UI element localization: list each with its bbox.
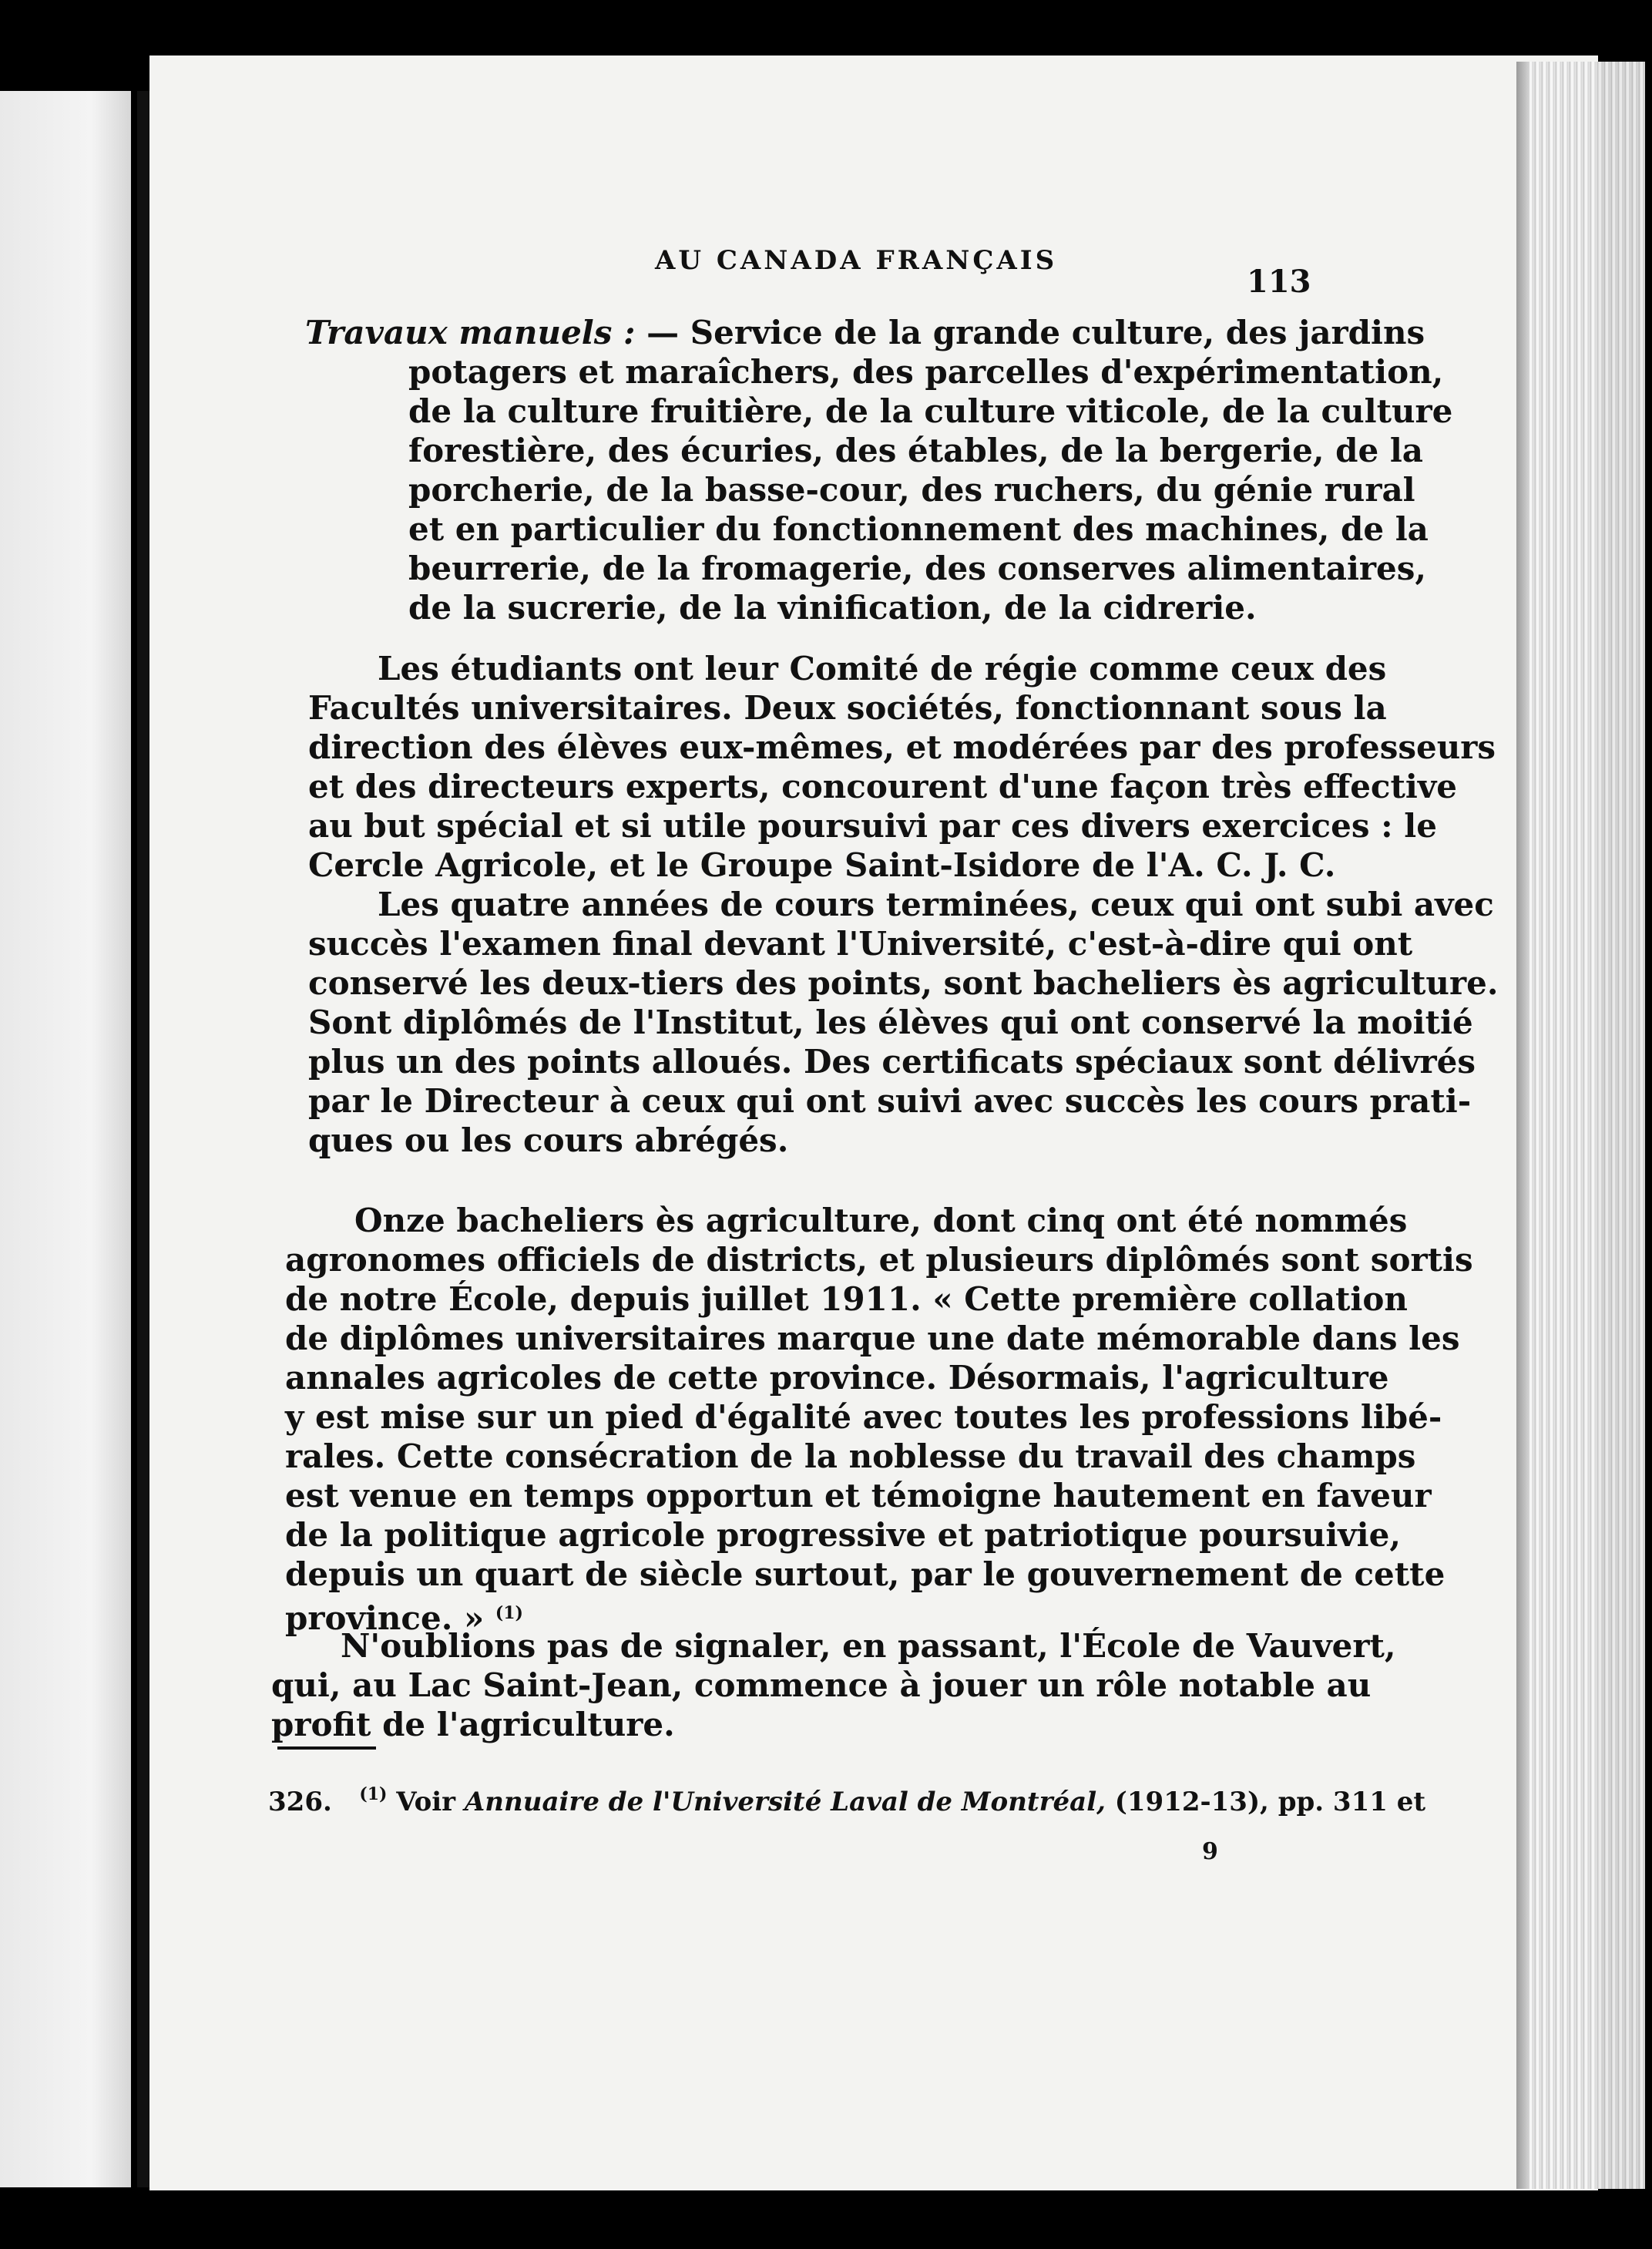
- page-stack-edge: [1529, 62, 1645, 2189]
- text-line: par le Directeur à ceux qui ont suivi avec succès les cours prati-: [308, 1082, 1472, 1120]
- text-line: agronomes officiels de districts, et plusieurs diplômés sont sortis: [285, 1241, 1473, 1279]
- text-line: Les étudiants ont leur Comité de régie comme ceux des: [378, 650, 1387, 687]
- paragraph-etudiants: [308, 649, 1499, 1160]
- book-gutter: [137, 91, 149, 2187]
- running-head: AU CANADA FRANÇAIS: [655, 245, 1058, 276]
- sheet-marker: 326.: [268, 1787, 332, 1817]
- text-line: Facultés universitaires. Deux sociétés, fonctionnant sous la: [308, 689, 1387, 727]
- text-line: N'oublions pas de signaler, en passant, l'École de Vauvert,: [341, 1627, 1396, 1665]
- paragraph-travaux-manuels: [305, 313, 1453, 627]
- text-line: est venue en temps opportun et témoigne hautement en faveur: [285, 1477, 1432, 1514]
- text-line: forestière, des écuries, des étables, de la bergerie, de la: [408, 432, 1423, 469]
- text-line: de la sucrerie, de la vinification, de la cidrerie.: [408, 589, 1257, 627]
- text-line: et en particulier du fonctionnement des machines, de la: [408, 510, 1429, 548]
- text-line: rales. Cette consécration de la noblesse du travail des champs: [285, 1437, 1416, 1475]
- footnote-reference: (1): [495, 1603, 523, 1623]
- signature-mark: 9: [1202, 1838, 1218, 1865]
- text-line: conservé les deux-tiers des points, sont bacheliers ès agriculture.: [308, 964, 1499, 1002]
- text-line: ques ou les cours abrégés.: [308, 1121, 789, 1159]
- footnote: [268, 1784, 1425, 1817]
- text-line: Les quatre années de cours terminées, ceux qui ont subi avec: [378, 886, 1494, 923]
- paragraph-vauvert: [271, 1626, 1396, 1744]
- text-line: qui, au Lac Saint-Jean, commence à jouer un rôle notable au: [271, 1666, 1372, 1704]
- text-line: potagers et maraîchers, des parcelles d'expérimentation,: [408, 353, 1444, 391]
- text-line: Cercle Agricole, et le Groupe Saint-Isidore de l'A. C. J. C.: [308, 846, 1336, 884]
- text-line: beurrerie, de la fromagerie, des conserves alimentaires,: [408, 550, 1427, 587]
- text-line: Onze bacheliers ès agriculture, dont cinq ont été nommés: [354, 1202, 1408, 1239]
- text-line: de notre École, depuis juillet 1911. « Cette première collation: [285, 1280, 1408, 1318]
- paragraph-bacheliers: [285, 1201, 1473, 1637]
- text-line: porcherie, de la basse-cour, des ruchers, du génie rural: [408, 471, 1415, 509]
- text-line: de la politique agricole progressive et patriotique poursuivie,: [285, 1516, 1401, 1554]
- page-number: 113: [1247, 264, 1311, 300]
- lead-heading: Travaux manuels :: [305, 314, 636, 351]
- footnote-rule: [277, 1746, 376, 1750]
- text-line: profit de l'agriculture.: [271, 1706, 675, 1743]
- line-text: province. »: [285, 1599, 485, 1637]
- line-text: — Service de la grande culture, des jardins: [635, 314, 1425, 351]
- footnote-number: (1): [359, 1784, 388, 1804]
- footnote-suffix: (1912-13), pp. 311 et: [1105, 1787, 1426, 1817]
- text-line: y est mise sur un pied d'égalité avec toutes les professions libé-: [285, 1398, 1442, 1436]
- text-line: Sont diplômés de l'Institut, les élèves qui ont conservé la moitié: [308, 1003, 1473, 1041]
- text-line: succès l'examen final devant l'Université, c'est-à-dire qui ont: [308, 925, 1413, 963]
- text-line: depuis un quart de siècle surtout, par le gouvernement de cette: [285, 1555, 1446, 1593]
- footnote-title: Annuaire de l'Université Laval de Montréal,: [464, 1787, 1106, 1817]
- text-line: [305, 313, 1425, 352]
- text-line: de la culture fruitière, de la culture viticole, de la culture: [408, 392, 1453, 430]
- facing-page-edge: [0, 91, 131, 2187]
- footnote-prefix: Voir: [387, 1787, 465, 1817]
- text-line: de diplômes universitaires marque une date mémorable dans les: [285, 1319, 1460, 1357]
- text-line: plus un des points alloués. Des certificats spéciaux sont délivrés: [308, 1043, 1476, 1081]
- text-line: au but spécial et si utile poursuivi par ces divers exercices : le: [308, 807, 1437, 845]
- text-line: et des directeurs experts, concourent d'une façon très effective: [308, 768, 1457, 805]
- page-edge-shadow: [1516, 62, 1530, 2189]
- text-line: annales agricoles de cette province. Désormais, l'agriculture: [285, 1359, 1389, 1397]
- text-line: direction des élèves eux-mêmes, et modérées par des professeurs: [308, 728, 1496, 766]
